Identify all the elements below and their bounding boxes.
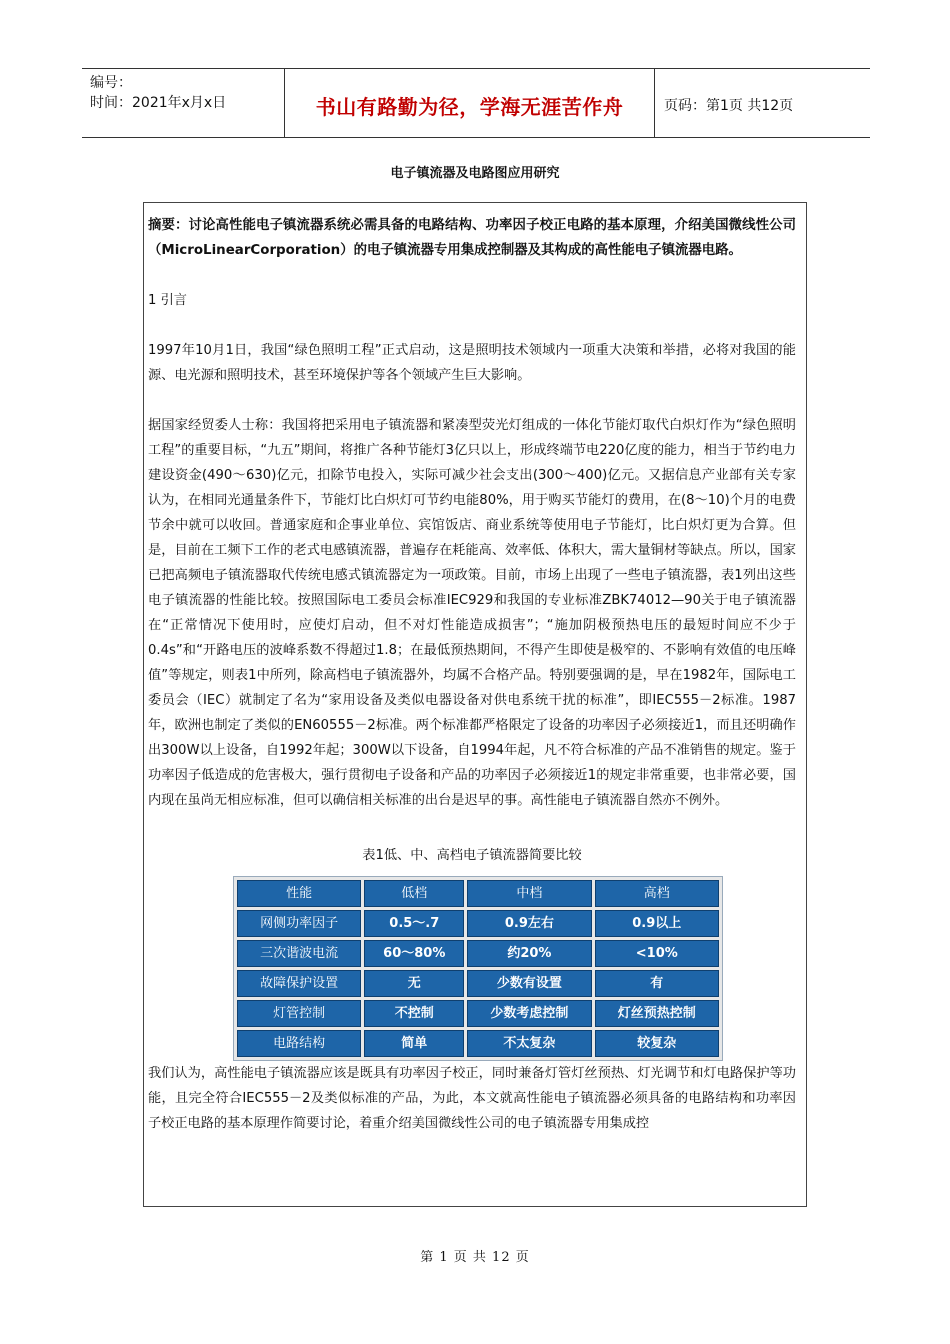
document-number-label: 编号： <box>90 75 132 91</box>
header-divider <box>654 69 655 137</box>
header-meta <box>90 73 226 113</box>
table-cell: 灯管控制 <box>237 1000 361 1027</box>
table-row <box>237 970 719 997</box>
header-page-number: 页码：第1页 共12页 <box>664 98 794 114</box>
table-cell: 60～80% <box>364 940 464 967</box>
table-row <box>237 1030 719 1057</box>
table-cell: 少数考虑控制 <box>467 1000 591 1027</box>
table-cell: 故障保护设置 <box>237 970 361 997</box>
table-cell: 较复杂 <box>595 1030 719 1057</box>
table-cell: 约20% <box>467 940 591 967</box>
table-cell: 少数有设置 <box>467 970 591 997</box>
table-row <box>237 940 719 967</box>
table-cell: 有 <box>595 970 719 997</box>
table-cell: 电路结构 <box>237 1030 361 1057</box>
table-cell: 0.9左右 <box>467 910 591 937</box>
table-header-cell: 高档 <box>595 880 719 907</box>
table-row <box>237 1000 719 1027</box>
table-header-cell: 低档 <box>364 880 464 907</box>
table-header-row <box>237 880 719 907</box>
comparison-table-wrap <box>233 876 723 1061</box>
table-caption: 表1低、中、高档电子镇流器简要比较 <box>362 848 582 863</box>
table-cell: 网侧功率因子 <box>237 910 361 937</box>
content-box <box>143 202 807 1207</box>
table-row <box>237 910 719 937</box>
section-heading: 1 引言 <box>148 293 187 308</box>
comparison-table <box>233 876 723 1061</box>
paragraph-3: 我们认为，高性能电子镇流器应该是既具有功率因子校正，同时兼备灯管灯丝预热、灯光调节和灯电路保护等功能，且完全符合IEC555－2及类似标准的产品，为此，本文就高性能电子镇流器必须具备的电路结构和功率因子校正电路的基本原理作简要讨论，着重介绍美国微线性公司的电子镇流器专用集成控 <box>148 1066 796 1131</box>
table-cell: 不控制 <box>364 1000 464 1027</box>
abstract: 摘要：讨论高性能电子镇流器系统必需具备的电路结构、功率因子校正电路的基本原理，介绍美国微线性公司（MicroLinearCorporation）的电子镇流器专用集成控制器及其构成的高性能电子镇流器电路。 <box>148 218 796 258</box>
page-header <box>82 68 870 138</box>
paragraph-1: 1997年10月1日，我国“绿色照明工程”正式启动，这是照明技术领域内一项重大决策和举措，必将对我国的能源、电光源和照明技术，甚至环境保护等各个领域产生巨大影响。 <box>148 343 796 383</box>
paragraph-2: 据国家经贸委人士称：我国将把采用电子镇流器和紧凑型荧光灯组成的一体化节能灯取代白炽灯作为“绿色照明工程”的重要目标，“九五”期间，将推广各种节能灯3亿只以上，形成终端节电220亿度的能力，相当于节约电力建设资金(490～630)亿元，扣除节电投入，实际可减少社会支出(300～400)亿元。又据信息产业部有关专家认为，在相同光通量条件下，节能灯比白炽灯可节约电能80%，用于购买节能灯的费用，在(8～10)个月的电费节余中就可以收回。普通家庭和企事业单位、宾馆饭店、商业系统等使用电子节能灯，比白炽灯更为合算。但是，目前在工频下工作的老式电感镇流器，普遍存在耗能高、效率低、体积大，需大量铜材等缺点。所以，国家已把高频电子镇流器取代传统电感式镇流器定为一项政策。目前，市场上出现了一些电子镇流器，表1列出这些电子镇流器的性能比较。按照国际电工委员会标准IEC929和我国的专业标准ZBK74012—90关于电子镇流器在“正常情况下使用时，应使灯启动，但不对灯性能造成损害”；“施加阴极预热电压的最短时间应不少于0.4s”和“开路电压的波峰系数不得超过1.8；在最低预热期间，不得产生即使是极窄的、不影响有效值的电压峰值”等规定，则表1中所列，除高档电子镇流器外，均属不合格产品。特别要强调的是，早在1982年，国际电工委员会（IEC）就制定了名为“家用设备及类似电器设备对供电系统干扰的标准”，即IEC555－2标准。1987年，欧洲也制定了类似的EN60555－2标准。两个标准都严格限定了设备的功率因子必须接近1，而且还明确作出300W以上设备，自1992年起；300W以下设备，自1994年起，凡不符合标准的产品不准销售的规定。鉴于功率因子低造成的危害极大，强行贯彻电子设备和产品的功率因子必须接近1的规定非常重要，也非常必要，国内现在虽尚无相应标准，但可以确信相关标准的出台是迟早的事。高性能电子镇流器自然亦不例外。 <box>148 418 796 808</box>
document-title: 电子镇流器及电路图应用研究 <box>390 166 560 181</box>
header-motto: 书山有路勤为径，学海无涯苦作舟 <box>315 95 624 119</box>
page-footer: 第 1 页 共 12 页 <box>420 1250 530 1265</box>
table-cell: 0.9以上 <box>595 910 719 937</box>
table-cell: 三次谐波电流 <box>237 940 361 967</box>
table-cell: 无 <box>364 970 464 997</box>
table-cell: <10% <box>595 940 719 967</box>
table-cell: 灯丝预热控制 <box>595 1000 719 1027</box>
content-body <box>148 213 796 1136</box>
table-cell: 不太复杂 <box>467 1030 591 1057</box>
table-cell: 简单 <box>364 1030 464 1057</box>
document-time-label: 时间：2021年x月x日 <box>90 95 227 111</box>
table-header-cell: 中档 <box>467 880 591 907</box>
table-header-cell: 性能 <box>237 880 361 907</box>
table-cell: 0.5～.7 <box>364 910 464 937</box>
